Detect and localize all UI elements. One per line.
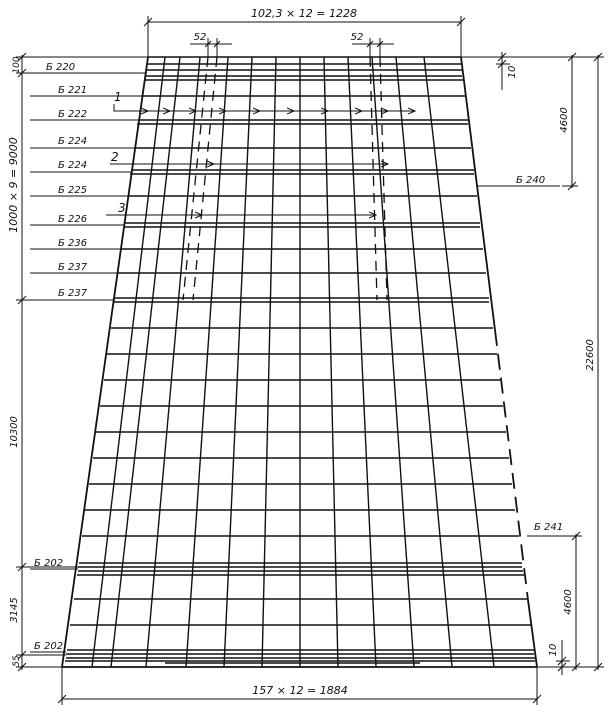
right-4600-bottom-label: 4600 bbox=[563, 589, 574, 615]
label-b221: Б 221 bbox=[58, 85, 88, 96]
label-b224-a: Б 224 bbox=[58, 136, 88, 147]
right-4600-top-label: 4600 bbox=[559, 107, 570, 133]
label-b237-b: Б 237 bbox=[58, 288, 88, 299]
label-b240: Б 240 bbox=[516, 175, 546, 186]
left-10300-label: 10300 bbox=[9, 416, 20, 448]
label-b241: Б 241 bbox=[534, 522, 564, 533]
label-b220: Б 220 bbox=[46, 62, 76, 73]
left-9000-label: 1000 × 9 = 9000 bbox=[7, 137, 20, 233]
right-10-bottom-label: 10 bbox=[548, 643, 559, 657]
label-b224-b: Б 224 bbox=[58, 160, 88, 171]
right-edge-mid bbox=[495, 330, 528, 600]
top-width-label: 102,3 × 12 = 1228 bbox=[251, 7, 357, 20]
label-b226: Б 226 bbox=[58, 214, 88, 225]
label-b237-a: Б 237 bbox=[58, 262, 88, 273]
right-22600-label: 22600 bbox=[585, 339, 596, 371]
left-100-label: 100 bbox=[12, 56, 22, 74]
gap-52-left-label: 52 bbox=[193, 32, 207, 43]
marker-1: 1 bbox=[114, 90, 122, 104]
gap-52-right-label: 52 bbox=[350, 32, 364, 43]
label-b202-a: Б 202 bbox=[34, 558, 64, 569]
label-b202-b: Б 202 bbox=[34, 641, 64, 652]
label-b222: Б 222 bbox=[58, 109, 88, 120]
label-b225: Б 225 bbox=[58, 185, 88, 196]
right-edge-bottom bbox=[528, 600, 537, 667]
right-10-top-label: 10 bbox=[507, 65, 518, 79]
left-3145-label: 3145 bbox=[9, 597, 20, 623]
marker-3: 3 bbox=[118, 201, 126, 215]
left-55-label: 55 bbox=[12, 655, 22, 667]
label-b236: Б 236 bbox=[58, 238, 88, 249]
marker-2: 2 bbox=[111, 150, 119, 164]
horizontal-bars-top bbox=[114, 64, 489, 302]
bottom-width-label: 157 × 12 = 1884 bbox=[252, 684, 348, 697]
right-edge-top bbox=[461, 57, 495, 330]
